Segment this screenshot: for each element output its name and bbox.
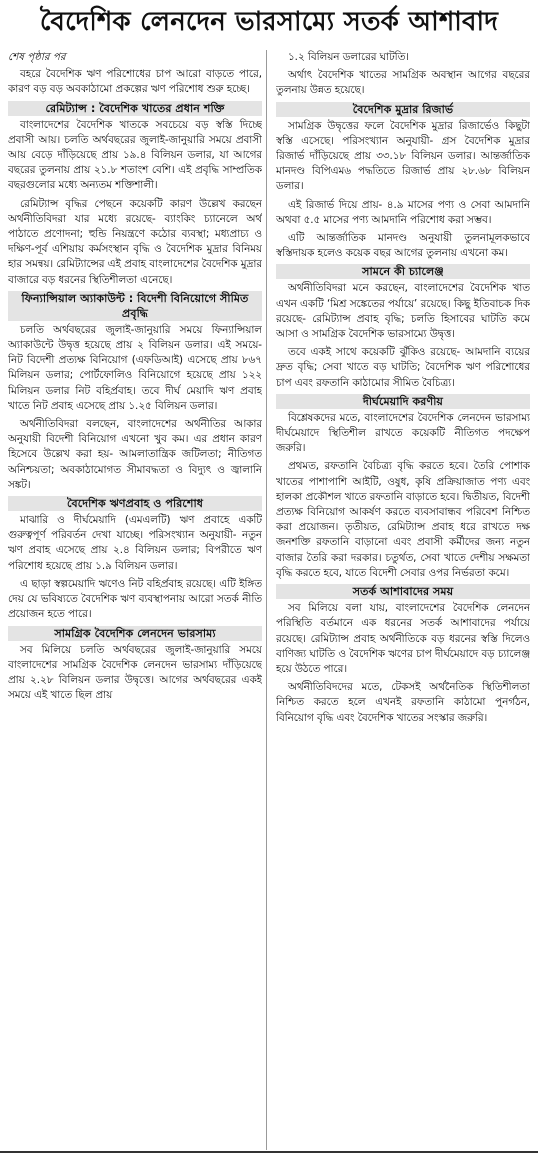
paragraph: প্রথমত, রফতানি বৈচিত্র্য বৃদ্ধি করতে হবে। তৈরি পোশাক খাতের পাশাপাশি আইটি, ওষুধ, কৃষি প্রক্রিয়াজাত পণ্য এবং হালকা প্রকৌশল খাতে রফতানি বাড়াতে হবে। দ্বিতীয়ত, বিদেশী প্রত্যক্ষ বিনিয়োগ আকর্ষণ করতে ব্যবসাবান্ধব পরিবেশ নিশ্চিত করা প্রয়োজন। তৃতীয়ত, রেমিট্যান্স প্রবাহ ধরে রাখতে দক্ষ জনশক্তি রফতানি বাড়ানো এবং প্রবাসী কর্মীদের জন্য নতুন বাজার তৈরি করা দরকার। চতুর্থত, সেবা খাতে দেশীয় সক্ষমতা বৃদ্ধি করতে হবে, যাতে বিদেশী সেবার ওপর নির্ভরতা কমে। [276, 460, 530, 579]
paragraph: রেমিট্যান্স বৃদ্ধির পেছনে কয়েকটি কারণ উল্লেখ করছেন অর্থনীতিবিদরা যার মধ্যে রয়েছে- ব্যাংকিং চ্যানেলে অর্থ পাঠাতে প্রণোদনা; হুন্ডি নিয়ন্ত্রণে কঠোর ব্যবস্থা; মধ্যপ্রাচ্য ও দক্ষিণ-পূর্ব এশিয়ায় কর্মসংস্থান বৃদ্ধি ও বৈদেশিক মুদ্রার বিনিময় হার সমন্বয়। রেমিট্যান্সের এই প্রবাহ বাংলাদেশের বৈদেশিক মুদ্রার বাজারে বড় ধরনের স্থিতিশীলতা এনেছে। [8, 197, 262, 286]
subheading-cautious-optimism: সতর্ক আশাবাদের সময় [276, 584, 530, 599]
paragraph: অর্থনীতিবিদরা বলছেন, বাংলাদেশের অর্থনীতির আকার অনুযায়ী বিদেশী বিনিয়োগ এখনো খুব কম। এর প্রধান কারণ হিসেবে উল্লেখ করা হয়- আমলাতান্ত্রিক জটিলতা; নীতিগত অনিশ্চয়তা; অবকাঠামোগত সীমাবদ্ধতা ও বিদ্যুৎ ও জ্বালানি সঙ্কট। [8, 418, 262, 491]
subheading-reserve: বৈদেশিক মুদ্রার রিজার্ভ [276, 102, 530, 117]
paragraph: বিশ্লেষকদের মতে, বাংলাদেশের বৈদেশিক লেনদেন ভারসাম্য দীর্ঘমেয়াদে স্থিতিশীল রাখতে কয়েকটি নীতিগত পদক্ষেপ জরুরি। [276, 411, 530, 455]
subheading-remittance: রেমিট্যান্স : বৈদেশিক খাতের প্রধান শক্তি [8, 101, 262, 116]
paragraph: সামগ্রিক উদ্বৃত্তের ফলে বৈদেশিক মুদ্রার রিজার্ভেও কিছুটা স্বস্তি এসেছে। পরিসংখ্যান অনুযায়ী- গ্রস বৈদেশিক মুদ্রার রিজার্ভ দাঁড়িয়েছে প্রায় ৩৩.১৮ বিলিয়ন ডলার। আন্তর্জাতিক মানদণ্ড বিপিএম৬ পদ্ধতিতে রিজার্ভ প্রায় ২৮.৬৮ বিলিয়ন ডলার। [276, 119, 530, 193]
paragraph: অর্থনীতিবিদদের মতে, টেকসই অর্থনৈতিক স্থিতিশীলতা নিশ্চিত করতে হলে এখনই রফতানি কাঠামো পুনর্গঠন, বিনিয়োগ বৃদ্ধি এবং বৈদেশিক খাতের সংস্কার জরুরি। [276, 681, 530, 724]
column-divider [266, 50, 267, 1150]
subheading-debt-flow: বৈদেশিক ঋণপ্রবাহ ও পরিশোধ [8, 496, 262, 511]
paragraph: এ ছাড়া স্বল্পমেয়াদি ঋণেও নিট বহির্প্রবাহ রয়েছে। এটি ইঙ্গিত দেয় যে ভবিষ্যতে বৈদেশিক ঋণ ব্যবস্থাপনায় আরো সতর্ক নীতি প্রয়োজন হতে পারে। [8, 577, 262, 621]
paragraph: সব মিলিয়ে চলতি অর্থবছরের জুলাই-জানুয়ারি সময়ে বাংলাদেশের সামগ্রিক বৈদেশিক লেনদেন ভারসাম্য দাঁড়িয়েছে প্রায় ২.২৮ বিলিয়ন ডলার উদ্বৃত্তে। আগের অর্থবছরের একই সময়ে এই খাতে ছিল প্রায় [8, 643, 262, 702]
paragraph: অর্থাৎ বৈদেশিক খাতের সামগ্রিক অবস্থান আগের বছরের তুলনায় উন্নত হয়েছে। [276, 69, 530, 97]
paragraph: এই রিজার্ভ দিয়ে প্রায়- ৪.৯ মাসের পণ্য ও সেবা আমদানি অথবা ৫.৫ মাসের পণ্য আমদানি পরিশোধ করা সম্ভব। [276, 198, 530, 226]
subheading-overall-balance: সামগ্রিক বৈদেশিক লেনদেন ভারসাম্য [8, 626, 262, 641]
paragraph: বাংলাদেশের বৈদেশিক খাতকে সবচেয়ে বড় স্বস্তি দিচ্ছে প্রবাসী আয়। চলতি অর্থবছরের জুলাই-জানুয়ারি সময়ে প্রবাসী আয় বেড়ে দাঁড়িয়েছে প্রায় ১৯.৪ বিলিয়ন ডলার, যা আগের বছরের তুলনায় প্রায় ২১.৮ শতাংশ বেশি। এই প্রবৃদ্ধি সাম্প্রতিক বছরগুলোর মধ্যে অন্যতম শক্তিশালী। [8, 118, 262, 192]
paragraph: বহরে বৈদেশিক ঋণ পরিশোধের চাপ আরো বাড়তে পারে, কারণ বড় বড় অবকাঠামো প্রকল্পের ঋণ পরিশোধ শুরু হচ্ছে। [8, 68, 262, 96]
left-column [8, 50, 262, 1150]
paragraph: ১.২ বিলিয়ন ডলারের ঘাটতি। [288, 51, 409, 63]
headline: বৈদেশিক লেনদেন ভারসাম্যে সতর্ক আশাবাদ [39, 7, 499, 37]
right-column [276, 50, 530, 1150]
paragraph: চলতি অর্থবছরের জুলাই-জানুয়ারি সময়ে ফিন্যান্সিয়াল অ্যাকাউন্টে উদ্বৃত্ত হয়েছে প্রায় ২ বিলিয়ন ডলার। এই সময়ে- নিট বিদেশী প্রত্যক্ষ বিনিয়োগ (এফডিআই) এসেছে প্রায় ৮৬৭ মিলিয়ন ডলার; পোর্টফোলিও বিনিয়োগে হয়েছে প্রায় ১২২ মিলিয়ন ডলার নিট বহির্প্রবাহ। তবে দীর্ঘ মেয়াদি ঋণ প্রবাহ খাতে নিট প্রবাহ এসেছে প্রায় ১.২৫ বিলিয়ন ডলার। [8, 323, 262, 412]
paragraph: তবে একই সাথে কয়েকটি ঝুঁকিও রয়েছে- আমদানি ব্যয়ের দ্রুত বৃদ্ধি; সেবা খাতে বড় ঘাটতি; বৈদেশিক ঋণ পরিশোধের চাপ এবং রফতানি কাঠামোর সীমিত বৈচিত্র্য। [276, 346, 530, 389]
paragraph: অর্থনীতিবিদরা মনে করছেন, বাংলাদেশের বৈদেশিক খাত এখন একটি ‘মিশ্র সঙ্কেতের পর্যায়ে’ রয়েছে। কিছু ইতিবাচক দিক রয়েছে- রেমিট্যান্স প্রবাহ বৃদ্ধি; চলতি হিসাবের ঘাটতি কমে আসা ও সামগ্রিক বৈদেশিক ভারসাম্যে উদ্বৃত্ত। [276, 282, 530, 341]
subheading-challenges: সামনে কী চ্যালেঞ্জ [276, 264, 530, 279]
subheading-financial-account: ফিন্যান্সিয়াল অ্যাকাউন্ট : বিদেশী বিনিয়োগে সীমিত প্রবৃদ্ধি [8, 291, 262, 321]
paragraph: সব মিলিয়ে বলা যায়, বাংলাদেশের বৈদেশিক লেনদেন পরিস্থিতি বর্তমানে এক ধরনের সতর্ক আশাবাদের পর্যায়ে রয়েছে। রেমিট্যান্স প্রবাহ অর্থনীতিকে বড় ধরনের স্বস্তি দিলেও বাণিজ্য ঘাটতি ও বৈদেশিক ঋণের চাপ দীর্ঘমেয়াদে বড় চ্যালেঞ্জ হয়ে উঠতে পারে। [276, 602, 530, 675]
continued-from-label: শেষ পৃষ্ঠার পর [8, 51, 66, 63]
paragraph: এটি আন্তর্জাতিক মানদণ্ড অনুযায়ী তুলনামূলকভাবে স্বস্তিদায়ক হলেও কয়েক বছর আগের তুলনায় এখনো কম। [276, 232, 530, 260]
bottom-border [0, 1151, 538, 1153]
subheading-long-term: দীর্ঘমেয়াদি করণীয় [276, 394, 530, 409]
paragraph: মাঝারি ও দীর্ঘমেয়াদি (এমএলটি) ঋণ প্রবাহে একটি গুরুত্বপূর্ণ পরিবর্তন দেখা যাচ্ছে। পরিসংখ্যান অনুযায়ী- নতুন ঋণ প্রবাহ এসেছে প্রায় ২.৪ বিলিয়ন ডলার; বিপরীতে ঋণ পরিশোধ হয়েছে প্রায় ১.৯ বিলিয়ন ডলার। [8, 514, 262, 572]
